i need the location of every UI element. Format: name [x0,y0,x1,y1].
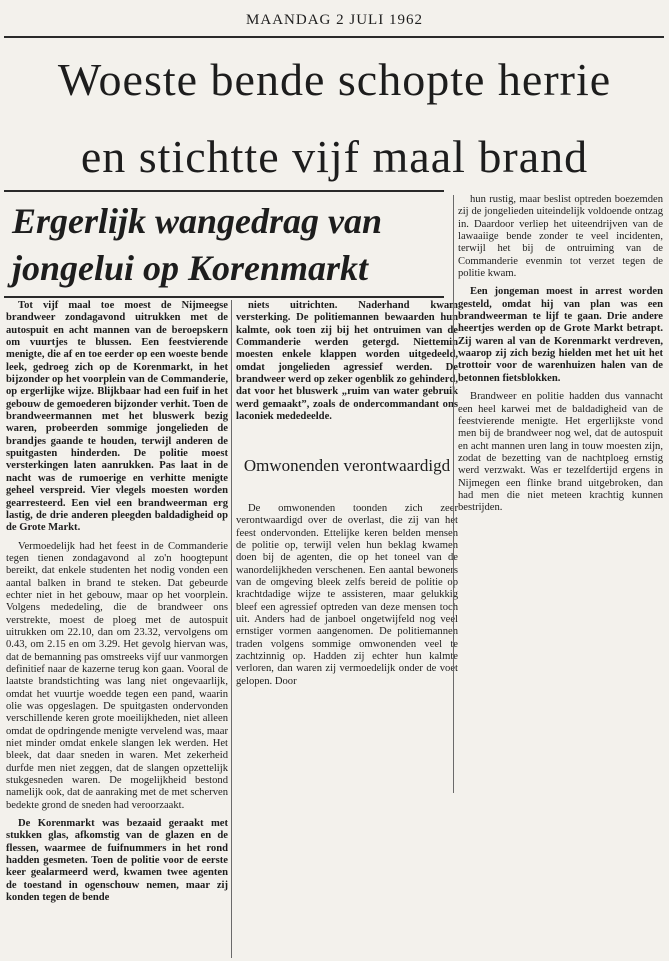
section-heading: Omwonenden verontwaardigd [243,456,451,475]
column-1 [6,300,228,955]
column-divider-1 [231,300,232,958]
column-1-paragraph-3: De Korenmarkt was bezaaid geraakt met stukken glas, afkomstig van de glazen en de flessen, waarmee de fuifnummers in het rond hadden gesmeten. Toen de politie voor de eerste keer gealarmeerd werd, kwamen twee agenten de toestand in ogenschouw nemen, maar zij konden tegen de bende [6,818,228,904]
column-3-paragraph-1: hun rustig, maar beslist optreden boezemden zij de jongelieden uiteindelijk voldoende ontzag in. Daardoor verliep het uiteendrijven van de lawaaiige bende zonder te veel incidenten, terwijl het bij de ontruiming van de Commanderie evenmin tot verzet tegen de politie kwam. [458,194,663,280]
lead-paragraph: Tot vijf maal toe moest de Nijmeegse brandweer zondagavond uitrukken met de autospuit en acht mannen van de beroepskern om vuurtjes te blussen. Een feestvierende menigte, die af en toe eerder op een woeste bende leek, gedroeg zich op de Korenmarkt, in het bijzonder op het voorplein van de Commanderie, op ergerlijke wijze. Blijkbaar had een fuif in het gebouw de gemoederen bijzonder verhit. Toen de brandweermannen met het bluswerk bezig waren, probeerden sommige jongelieden de brandjes gaande te houden, terwijl anderen de spuitgasten hinderden. De politie moest versterkingen laten aanrukken. Pas laat in de nacht was de rumoerige en verhitte menigte geheel verspreid. Vier vlegels moesten worden gearresteerd. Een viel een brandweerman erg lastig, de drie anderen pleegden baldadigheid op de Grote Markt. [6,300,228,534]
column-3 [458,194,663,794]
column-3-paragraph-3: Brandweer en politie hadden dus vannacht een heel karwei met de baldadigheid van de feestvierende menigte. Het ergerlijkste vond men bij de brandweer nog wel, dat de autospuit en acht mannen uren lang in touw moesten zijn, zodat de bezetting van de nachtploeg ernstig werd verzwakt. Was er tezelfdertijd ergens in Nijmegen een flinke brand uitgebroken, dan had men die niet meteen krachtig kunnen bestrijden. [458,391,663,514]
column-2-paragraph-2: De omwonenden toonden zich zeer verontwaardigd over de overlast, die zij van het feest ondervonden. Ettelijke keren belden mensen de politie op, terwijl velen hun beklag kwamen doen bij de agenten, die op het toneel van de wanordelijkheden verschenen. Een aantal bewoners van de omgeving bleek zelfs bereid de politie op krachtdadige wijze te assisteren, maar gelukkig bleef een agressief optreden van deze mensen toch uit. Anders had de janboel ongetwijfeld nog veel ernstiger vormen aangenomen. De politiemannen traden volgens sommige omwonenden veel te zachtzinnig op. Hadden zij echter hun kalmte verloren, dan waren zij vermoedelijk onder de voet gelopen. Door [236,503,458,687]
subhead-line-2: jongelui op Korenmarkt [12,248,369,288]
subhead-rule [4,296,444,298]
subhead-line-1: Ergerlijk wangedrag van [12,201,383,241]
headline-rule [4,190,444,192]
column-3-paragraph-2: Een jongeman moest in arrest worden gesteld, omdat hij van plan was een brandweerman te lijf te gaan. Drie andere heertjes werden op de Grote Markt betrapt. Zij waren al van de Korenmarkt verdreven, waarop zij zich bezig hielden met het uit het trottoir voor de warenhuizen halen van de betonnen fietsblokken. [458,286,663,384]
column-divider-2 [453,195,454,793]
top-rule [4,36,664,38]
column-2-bottom [236,503,458,788]
column-2-top [236,300,458,440]
column-1-paragraph-2: Vermoedelijk had het feest in de Commanderie tegen tienen zondagavond al zo'n hoogtepunt bereikt, dat enkele studenten het nodig vonden een aantal balken in brand te steken. Dat gebeurde echter niet in het gebouw, maar op het voorplein. Volgens mededeling, die de brandweer ons verstrekte, moest de ploeg met de autospuit uitrukken om 22.10, dan om 23.32, vervolgens om 0.43, om 2.15 en om 3.29. Het gevolg hiervan was, dat de bemanning pas omstreeks vijf uur vanmorgen definitief naar de kazerne terug kon gaan. Vooral de laatste brandstichting was lang niet ongevaarlijk, omdat het vuurtje woedde tegen een pand, waarin olie was opgeslagen. De spuitgasten ondervonden verschillende keren grote moeilijkheden, niet alleen omdat de opdringende menigte vervelend was, maar niet minder omdat enkele slangen lek werden. Het bleek, dat daar sneden in waren. Met zekerheid durfde men niet zeggen, dat de slangen opzettelijk stukgesneden waren. De mogelijkheid bestond namelijk ook, dat de aanraking met de met scherven bedekte grond de sneden had veroorzaakt. [6,540,228,811]
headline-line-2: en stichtte vijf maal brand [80,131,589,182]
column-2-paragraph-1: niets uitrichten. Naderhand kwam versterking. De politiemannen bewaarden hun kalmte, ook toen zij bij het ontruimen van de Commanderie werden getergd. Niettemin moesten enkele klappen worden uitgedeeld, omdat jongelieden agressief werden. De brandweer werd op zeker ogenblik zo gehinderd, dat voor het bluswerk „ruim van water gebruik werd gemaakt”, zoals de ondercommandant ons laconiek mededeelde. [236,300,458,423]
dateline: MAANDAG 2 JULI 1962 [246,12,423,28]
headline-line-1: Woeste bende schopte herrie [57,54,612,105]
